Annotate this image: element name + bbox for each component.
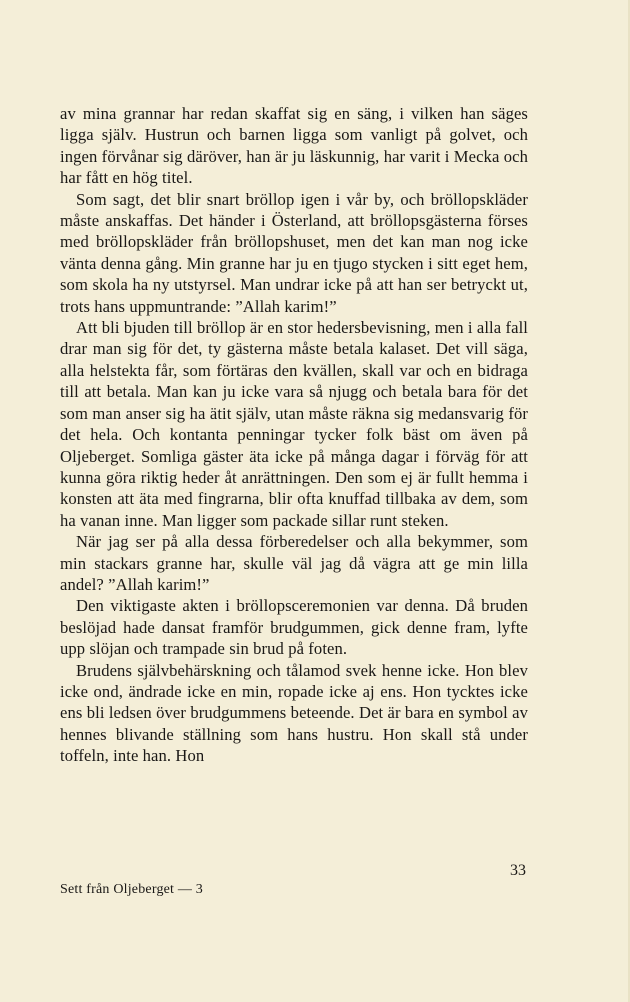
paragraph: När jag ser på alla dessa förberedelser och alla bekymmer, som min stackars granne har, skulle väl jag då vägra att ge min lilla andel? ”Allah karim!”	[60, 532, 528, 594]
paragraph: Den viktigaste akten i bröllopsceremonien var denna. Då bruden beslöjad hade dansat framför brudgummen, gick denne fram, lyfte upp slöjan och trampade sin brud på foten.	[60, 596, 528, 659]
paragraph: Som sagt, det blir snart bröllop igen i vår by, och bröllopskläder måste anskaffas. Det händer i Österland, att bröllopsgästerna förses med bröllopskläder från bröllopshuset, men det kan man nog icke vänta denna gång. Min granne har ju en tjugo stycken i sitt eget hem, som skola ha ny utstyrsel. Man undrar icke på att han ser betryckt ut, trots hans uppmuntrande: ”Allah karim!”	[60, 189, 528, 316]
paragraph: Brudens självbehärskning och tålamod svek henne icke. Hon blev icke ond, ändrade icke en min, ropade icke aj ens. Hon tycktes icke ens bli ledsen över brudgummens beteende. Det är bara en symbol av hennes blivande ställning som hans hustru. Hon skall stå under toffeln, inte han. Hon	[60, 660, 528, 766]
page-number: 33	[510, 862, 526, 879]
footer-signature: Sett från Oljeberget — 3	[60, 882, 203, 897]
body-text	[60, 103, 528, 767]
paragraph: Att bli bjuden till bröllop är en stor hedersbevisning, men i alla fall drar man sig för det, ty gästerna måste betala kalaset. Det vill säga, alla helstekta får, som förtäras den kvällen, skall var och en bidraga till att betala. Man kan ju icke vara så njugg och betala bara för det som man anser sig ha ätit själv, utan måste räkna sig medansvarig för det hela. Och kontanta penningar tycker folk bäst om även på Oljeberget. Somliga gäster äta icke på många dagar i förväg för att kunna göra riktig heder åt anrättningen. Den som ej är fullt hemma i konsten att äta med fingrarna, blir ofta knuffad tillbaka av dem, som ha vanan inne. Man ligger som packade sillar runt steken.	[60, 318, 528, 530]
paragraph-continuation: av mina grannar har redan skaffat sig en säng, i vilken han säges ligga själv. Hustrun och barnen ligga som vanligt på golvet, och ingen förvånar sig däröver, han är ju läskunnig, har varit i Mecka och har fått en hög titel.	[60, 104, 528, 188]
